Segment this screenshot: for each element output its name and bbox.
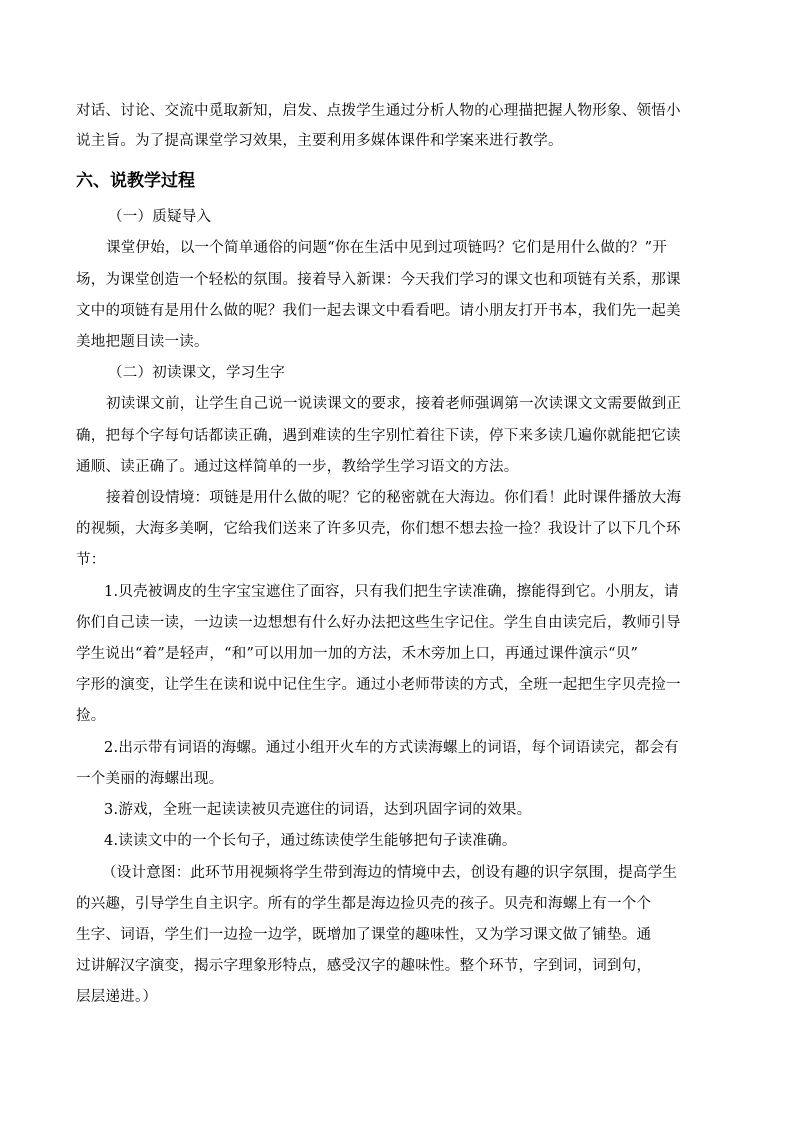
part1-title: （一）质疑导入: [108, 209, 212, 225]
paragraph-line: 场，为课堂创造一个轻松的氛围。接着导入新课：今天我们学习的课文也和项链有关系，那课: [76, 272, 681, 288]
step-line: 2.出示带有词语的海螺。通过小组开火车的方式读海螺上的词语，每个词语读完，都会有: [104, 740, 679, 756]
design-note-line: 层层递进。）: [76, 989, 158, 1005]
step-line: 你们自己读一读，一边读一边想想有什么好办法把这些生字记住。学生自由读完后，教师引导: [76, 615, 681, 631]
step-line: 1.贝壳被调皮的生字宝宝遮住了面容，只有我们把生字读准确，擦能得到它。小朋友，请: [104, 584, 679, 600]
intro-line: 对话、讨论、交流中觅取新知，启发、点拨学生通过分析人物的心理描把握人物形象、领悟小: [76, 103, 681, 119]
paragraph-line: 初读课文前，让学生自己说一说读课文的要求，接着老师强调第一次读课文文需要做到正: [106, 396, 682, 412]
step-line: 3.游戏，全班一起读读被贝壳遮住的词语，达到巩固字词的效果。: [104, 802, 532, 818]
design-note-line: 的兴趣，引导学生自主识字。所有的学生都是海边捡贝壳的孩子。贝壳和海螺上有一个个: [76, 896, 652, 912]
step-line: 学生说出“着”是轻声，“和”可以用加一加的方法，禾木旁加上口，再通过课件演示“贝”: [76, 646, 639, 662]
step-line: 4.读读文中的一个长句子，通过练读使学生能够把句子读准确。: [104, 833, 517, 849]
paragraph-line: 通顺、读正确了。通过这样简单的一步，教给学生学习语文的方法。: [76, 459, 519, 475]
paragraph-line: 文中的项链有是用什么做的呢？我们一起去课文中看看吧。请小朋友打开书本，我们先一起美: [76, 303, 681, 319]
paragraph-line: 节：: [76, 552, 106, 568]
section-heading: 六、说教学过程: [76, 171, 195, 191]
step-line: 字形的演变，让学生在读和说中记住生字。通过小老师带读的方式，全班一起把生字贝壳捡一: [76, 677, 681, 693]
design-note-line: 生字、词语，学生们一边捡一边学，既增加了课堂的趣味性，又为学习课文做了铺垫。通: [76, 927, 652, 943]
paragraph-line: 接着创设情境：项链是用什么做的呢？它的秘密就在大海边。你们看！此时课件播放大海: [106, 490, 682, 506]
step-line: 捡。: [76, 708, 106, 724]
step-line: 一个美丽的海螺出现。: [76, 771, 224, 787]
intro-line: 说主旨。为了提高课堂学习效果，主要利用多媒体课件和学案来进行教学。: [76, 133, 563, 149]
design-note-line: （设计意图：此环节用视频将学生带到海边的情境中去，创设有趣的识字氛围，提高学生: [102, 865, 678, 881]
paragraph-line: 课堂伊始，以一个简单通俗的问题“你在生活中见到过项链吗？它们是用什么做的？”开: [106, 240, 668, 256]
paragraph-line: 美地把题目读一读。: [76, 334, 209, 350]
part2-title: （二）初读课文，学习生字: [108, 365, 285, 381]
paragraph-line: 的视频，大海多美啊，它给我们送来了许多贝壳，你们想不想去捡一捡？我设计了以下几个环: [76, 521, 681, 537]
design-note-line: 过讲解汉字演变，揭示字理象形特点，感受汉字的趣味性。整个环节，字到词，词到句，: [76, 958, 652, 974]
paragraph-line: 确，把每个字每句话都读正确，遇到难读的生字别忙着往下读，停下来多读几遍你就能把它读: [76, 428, 681, 444]
